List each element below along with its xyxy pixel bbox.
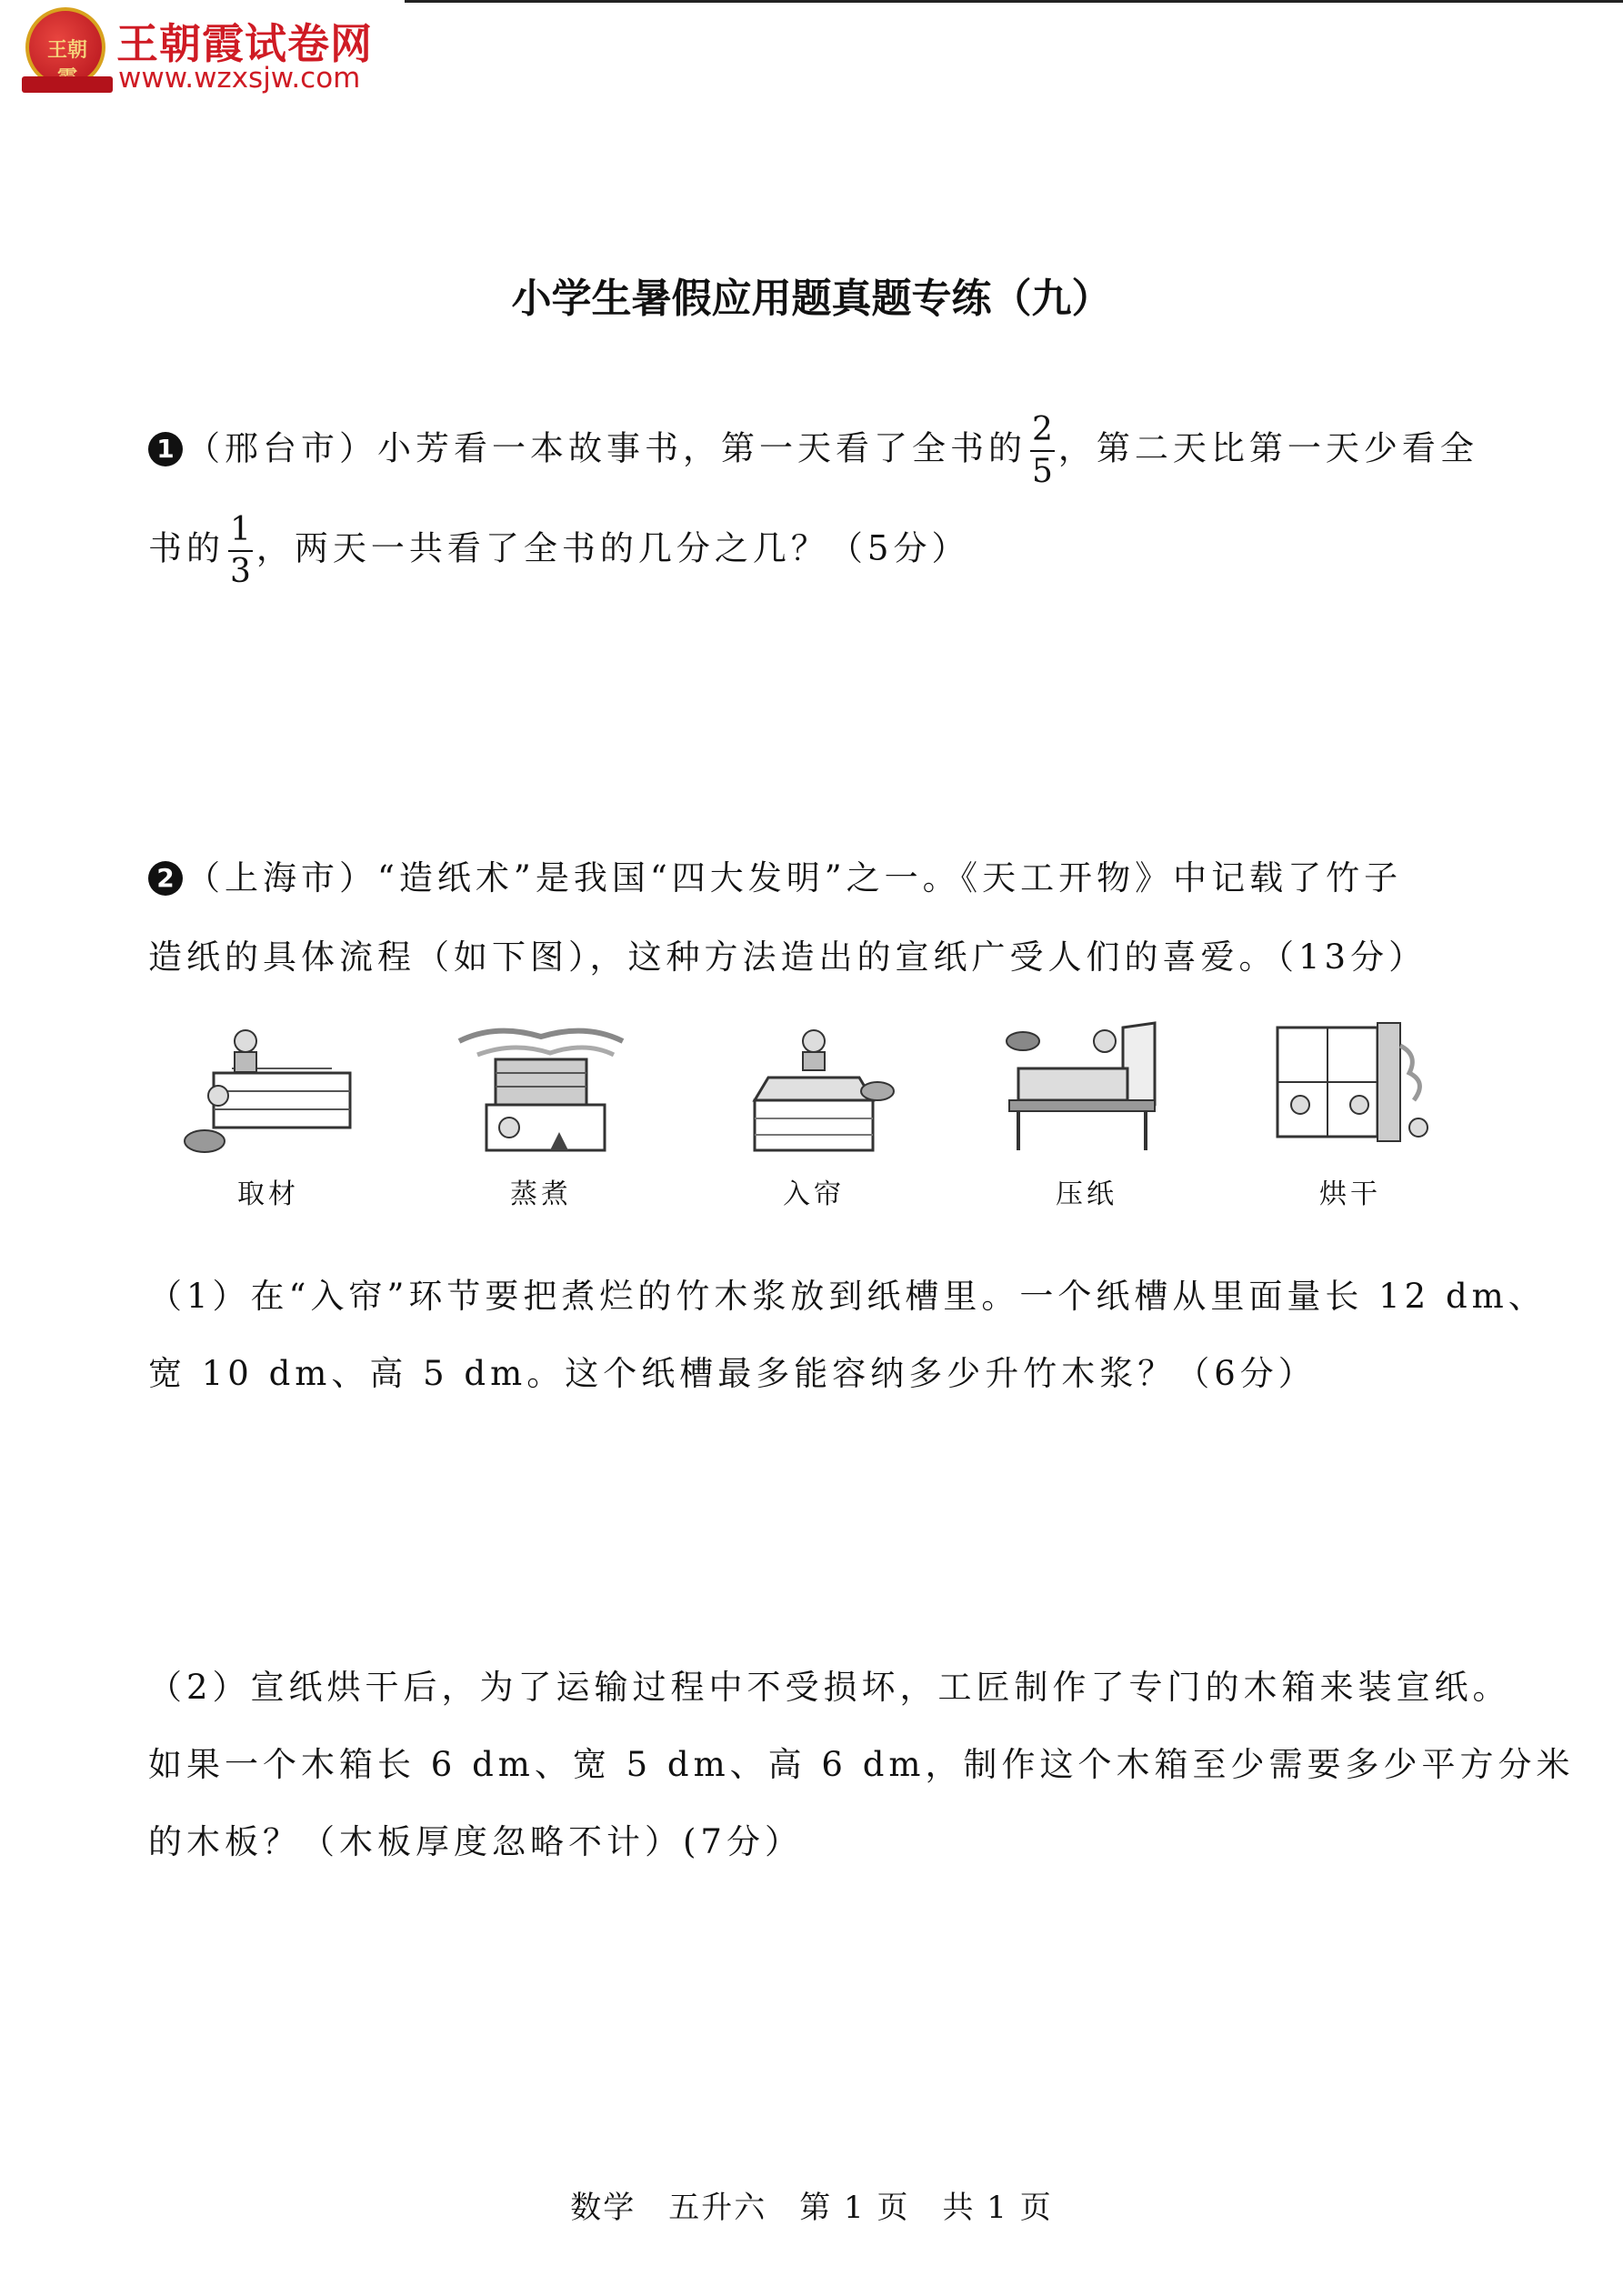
- fraction-denominator: 5: [1032, 453, 1053, 490]
- q1-text-d: ，两天一共看了全书的几分之几？（5分）: [255, 528, 970, 568]
- q1-line1: [148, 411, 1485, 490]
- q2-sub1-line1: （1）在“入帘”环节要把煮烂的竹木浆放到纸槽里。一个纸槽从里面量长 12 dm、: [148, 1277, 1547, 1316]
- q2-line1: [148, 850, 1485, 899]
- step-label: 入帘: [783, 1178, 845, 1210]
- brand-name: 王朝霞试卷网: [116, 19, 373, 68]
- site-url[interactable]: www.wzxsjw.com: [118, 62, 361, 95]
- steaming-illustration-icon: [450, 1018, 632, 1168]
- fraction-denominator: 3: [230, 553, 251, 590]
- step-label: 烘干: [1319, 1178, 1381, 1210]
- q2-sub2-line2: 如果一个木箱长 6 dm、宽 5 dm、高 6 dm，制作这个木箱至少需要多少平方分米: [148, 1745, 1575, 1784]
- screening-illustration-icon: [723, 1018, 905, 1168]
- q2-line2: 造纸的具体流程（如下图），这种方法造出的宣纸广受人们的喜爱。（13分）: [148, 937, 1428, 977]
- q2-number-badge: 2: [148, 861, 183, 896]
- fraction-numerator: 2: [1030, 414, 1055, 452]
- step-honggan: [1259, 1018, 1441, 1228]
- papermaking-steps: [177, 1018, 1468, 1228]
- site-logo[interactable]: [25, 7, 407, 107]
- seal-icon: [25, 7, 105, 87]
- q2-text-1: （上海市）“造纸术”是我国“四大发明”之一。《天工开物》中记载了竹子: [186, 858, 1403, 897]
- q1-fraction-2-5: [1030, 411, 1055, 490]
- q1-text-a: （邢台市）小芳看一本故事书，第一天看了全书的: [186, 428, 1027, 468]
- seal-text: 王朝: [46, 38, 87, 62]
- page-title: 小学生暑假应用题真题专练（九）: [511, 276, 1112, 322]
- step-quce: [177, 1018, 359, 1228]
- fraction-numerator: 1: [228, 514, 253, 552]
- q1-number-badge: 1: [148, 432, 183, 466]
- q1-text-c: 书的: [148, 528, 225, 568]
- step-rulian: [723, 1018, 905, 1228]
- header-rule: [405, 0, 1623, 3]
- harvest-illustration-icon: [177, 1018, 359, 1168]
- q1-line2: [148, 511, 1485, 590]
- step-label: 蒸煮: [510, 1178, 572, 1210]
- page-footer: 数学 五升六 第 1 页 共 1 页: [570, 2190, 1053, 2226]
- step-zhengzhu: [450, 1018, 632, 1228]
- q2-sub1-line2: 宽 10 dm、高 5 dm。这个纸槽最多能容纳多少升竹木浆？（6分）: [148, 1354, 1317, 1393]
- seal-ribbon: [22, 76, 113, 93]
- step-label: 压纸: [1056, 1178, 1117, 1210]
- q1-text-b: ，第二天比第一天少看全: [1057, 428, 1478, 468]
- q2-sub2-line1: （2）宣纸烘干后，为了运输过程中不受损坏，工匠制作了专门的木箱来装宣纸。: [148, 1668, 1511, 1707]
- step-label: 取材: [237, 1178, 299, 1210]
- step-yazhi: [996, 1018, 1177, 1228]
- q1-fraction-1-3: [228, 511, 253, 590]
- pressing-illustration-icon: [996, 1018, 1177, 1168]
- drying-illustration-icon: [1259, 1018, 1441, 1168]
- q2-sub2-line3: 的木板？（木板厚度忽略不计）(7分）: [148, 1822, 803, 1861]
